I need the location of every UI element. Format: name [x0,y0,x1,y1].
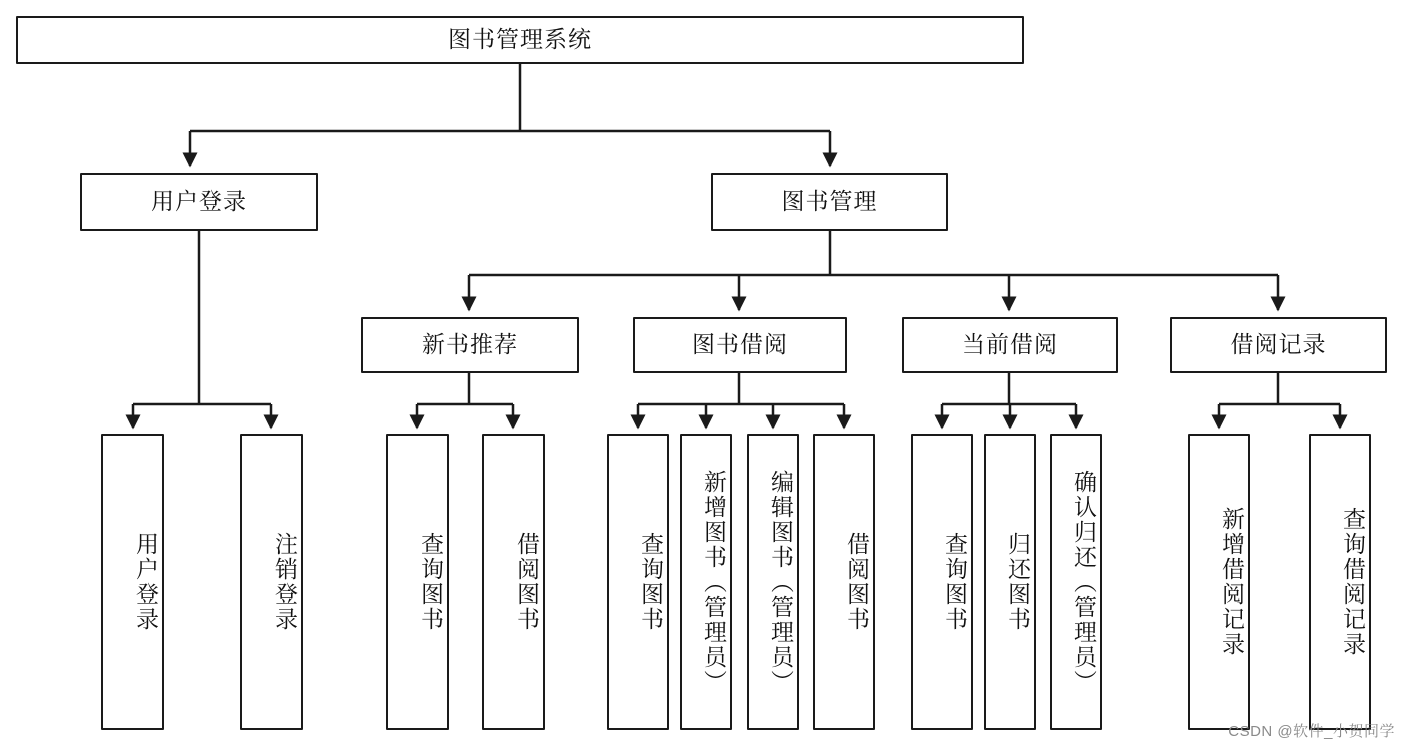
leaf-borrow-book[interactable] [813,434,875,730]
leaf-add-book-admin[interactable] [680,434,732,730]
node-label: 查询借阅记录 [1340,507,1366,657]
watermark: CSDN @软件_小贺同学 [1228,723,1395,740]
node-root[interactable] [16,16,1024,64]
node-label: 查询图书 [638,532,664,632]
node-label: 图书管理系统 [448,26,592,53]
node-label: 借阅图书 [514,532,540,632]
node-new-book-recommend[interactable] [361,317,579,373]
node-label: 用户登录 [151,188,247,215]
node-label: 查询图书 [418,532,444,632]
node-label: 编辑图书（管理员） [768,469,794,695]
leaf-return-book[interactable] [984,434,1036,730]
node-label: 新书推荐 [422,331,518,358]
node-label: 注销登录 [272,532,298,632]
node-label: 确认归还（管理员） [1071,469,1097,695]
node-label: 新增图书（管理员） [701,469,727,695]
node-current-borrow[interactable] [902,317,1118,373]
leaf-confirm-return-admin[interactable] [1050,434,1102,730]
leaf-add-borrow-record[interactable] [1188,434,1250,730]
leaf-query-book-recommend[interactable] [386,434,449,730]
node-label: 图书管理 [781,188,878,215]
node-borrow-record[interactable] [1170,317,1387,373]
leaf-user-login[interactable] [101,434,164,730]
node-label: 新增借阅记录 [1219,507,1245,657]
leaf-query-borrow-record[interactable] [1309,434,1371,730]
leaf-logout[interactable] [240,434,303,730]
node-label: 借阅图书 [844,532,870,632]
node-label: 图书借阅 [692,331,788,358]
leaf-borrow-book-recommend[interactable] [482,434,545,730]
leaf-query-book-current[interactable] [911,434,973,730]
node-book-management[interactable] [711,173,948,231]
node-label: 当前借阅 [962,331,1058,358]
node-book-borrow[interactable] [633,317,847,373]
leaf-query-book-borrow[interactable] [607,434,669,730]
node-label: 查询图书 [942,532,968,632]
node-user-login[interactable] [80,173,318,231]
leaf-edit-book-admin[interactable] [747,434,799,730]
node-label: 借阅记录 [1230,331,1327,358]
node-label: 用户登录 [133,532,159,632]
node-label: 归还图书 [1005,532,1031,632]
